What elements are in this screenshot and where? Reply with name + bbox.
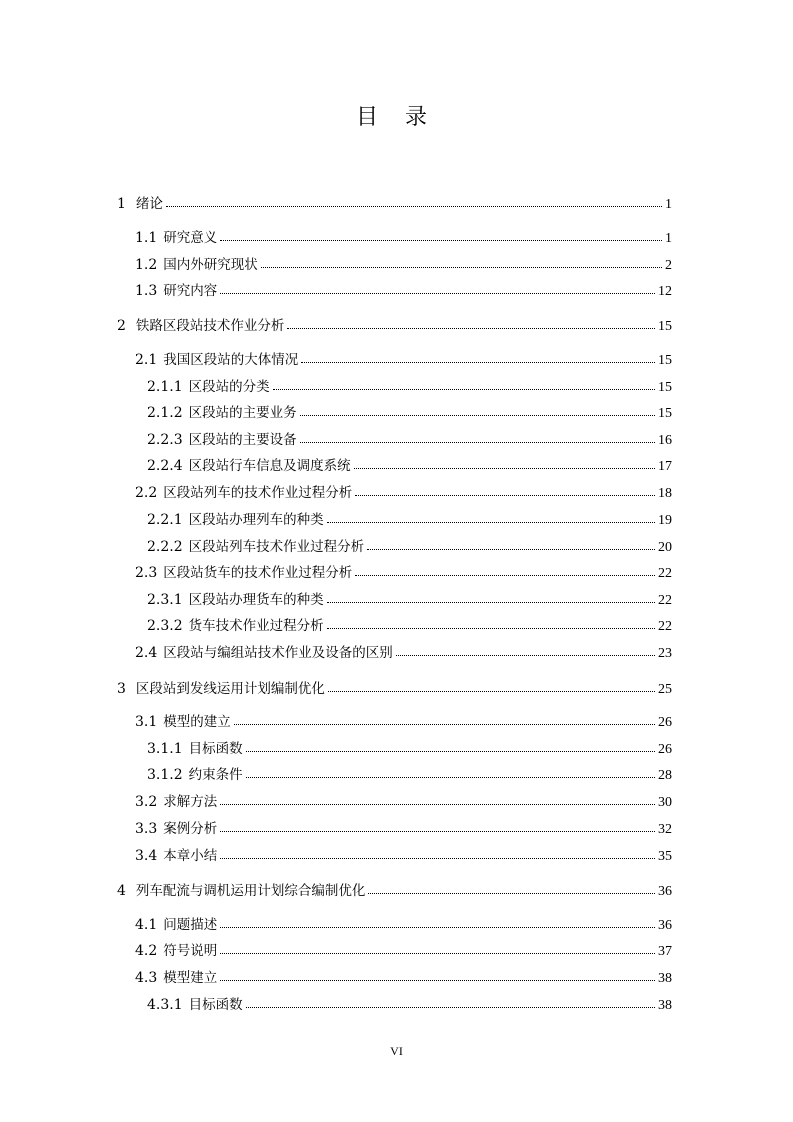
toc-entry-number: 2.2 (135, 485, 158, 501)
toc-entry-number: 2.3 (135, 565, 158, 581)
toc-entry-number: 4.1 (135, 917, 158, 933)
toc-entry-title: 案例分析 (163, 821, 218, 837)
toc-entry-page: 28 (658, 768, 672, 783)
toc-entry[interactable] (135, 282, 672, 301)
toc-dot-leader (355, 494, 655, 496)
toc-entry-title: 符号说明 (163, 943, 218, 959)
toc-entry-number: 2.1.1 (147, 379, 183, 395)
toc-dot-leader (220, 926, 655, 928)
toc-entry-title: 区段站的主要设备 (188, 432, 297, 448)
toc-entry-number: 3.3 (135, 821, 158, 837)
toc-dot-leader (220, 239, 662, 241)
toc-entry[interactable] (117, 317, 672, 336)
toc-dot-leader (220, 979, 655, 981)
toc-dot-leader (246, 750, 655, 752)
toc-entry-title: 货车技术作业过程分析 (188, 618, 324, 634)
toc-entry-number: 2.1.2 (147, 405, 183, 421)
toc-entry-number: 4.3.1 (147, 997, 183, 1013)
toc-entry-page: 18 (658, 486, 672, 501)
toc-entry[interactable] (135, 256, 672, 275)
toc-entry-number: 3.1 (135, 714, 158, 730)
toc-entry-title: 研究意义 (163, 230, 218, 246)
toc-entry-number: 4.3 (135, 970, 158, 986)
toc-entry-number: 2.1 (135, 352, 158, 368)
toc-dot-leader (327, 601, 655, 603)
toc-entry-title: 我国区段站的大体情况 (163, 352, 299, 368)
toc-entry[interactable] (117, 195, 672, 214)
toc-entry-page: 22 (658, 619, 672, 634)
toc-entry[interactable] (135, 820, 672, 839)
toc-entry[interactable] (135, 644, 672, 663)
toc-entry[interactable] (135, 793, 672, 812)
toc-entry-page: 1 (665, 231, 672, 246)
toc-entry[interactable] (147, 766, 672, 785)
toc-dot-leader (327, 521, 655, 523)
toc-entry[interactable] (147, 404, 672, 423)
toc-dot-leader (301, 361, 655, 363)
toc-entry[interactable] (135, 351, 672, 370)
toc-dot-leader (220, 857, 655, 859)
toc-entry-page: 2 (665, 258, 672, 273)
toc-entry-number: 1.1 (135, 230, 158, 246)
toc-entry[interactable] (117, 680, 672, 699)
toc-entry-number: 2.2.1 (147, 512, 183, 528)
toc-entry-number: 4 (117, 883, 126, 899)
toc-dot-leader (300, 441, 655, 443)
toc-entry[interactable] (147, 617, 672, 636)
toc-dot-leader (300, 414, 655, 416)
toc-entry-number: 3 (117, 681, 126, 697)
toc-entry-title: 模型的建立 (163, 714, 231, 730)
toc-entry-title: 绪论 (135, 196, 163, 212)
toc-entry-title: 求解方法 (163, 794, 218, 810)
toc-entry-title: 区段站的分类 (188, 379, 270, 395)
toc-dot-leader (355, 574, 655, 576)
toc-entry-title: 区段站的主要业务 (188, 405, 297, 421)
toc-entry-title: 区段站列车技术作业过程分析 (188, 539, 365, 555)
toc-dot-leader (220, 292, 655, 294)
toc-entry-page: 38 (658, 971, 672, 986)
toc-dot-leader (261, 266, 662, 268)
toc-entry-title: 区段站货车的技术作业过程分析 (163, 565, 353, 581)
toc-entry[interactable] (147, 431, 672, 450)
toc-entry-number: 2.3.2 (147, 618, 183, 634)
toc-entry[interactable] (135, 564, 672, 583)
toc-dot-leader (327, 627, 655, 629)
toc-entry-page: 35 (658, 849, 672, 864)
toc-entry-number: 3.2 (135, 794, 158, 810)
toc-dot-leader (220, 830, 655, 832)
toc-entry-page: 15 (658, 406, 672, 421)
toc-entry[interactable] (135, 916, 672, 935)
toc-entry-title: 区段站列车的技术作业过程分析 (163, 485, 353, 501)
toc-entry-page: 1 (665, 197, 672, 212)
toc-entry-number: 1.3 (135, 283, 158, 299)
toc-dot-leader (220, 803, 655, 805)
toc-entry-title: 模型建立 (163, 970, 218, 986)
toc-dot-leader (287, 327, 655, 329)
toc-entry[interactable] (135, 484, 672, 503)
toc-dot-leader (246, 776, 655, 778)
toc-entry-title: 约束条件 (188, 767, 243, 783)
toc-entry-page: 26 (658, 715, 672, 730)
toc-entry[interactable] (147, 378, 672, 397)
toc-dot-leader (396, 654, 655, 656)
toc-entry-page: 22 (658, 566, 672, 581)
toc-entry[interactable] (135, 713, 672, 732)
toc-entry-page: 38 (658, 998, 672, 1013)
toc-entry-page: 12 (658, 284, 672, 299)
toc-entry-page: 15 (658, 380, 672, 395)
toc-dot-leader (273, 388, 655, 390)
toc-entry[interactable] (147, 996, 672, 1015)
toc-entry[interactable] (147, 591, 672, 610)
toc-entry-page: 16 (658, 433, 672, 448)
toc-entry-title: 问题描述 (163, 917, 218, 933)
toc-entry-page: 15 (658, 319, 672, 334)
toc-entry-page: 20 (658, 540, 672, 555)
toc-entry-page: 22 (658, 593, 672, 608)
toc-entry-number: 2.2.2 (147, 539, 183, 555)
toc-entry-page: 32 (658, 822, 672, 837)
toc-entry-page: 23 (658, 646, 672, 661)
toc-entry-title: 目标函数 (188, 997, 243, 1013)
toc-entry-page: 17 (658, 459, 672, 474)
toc-entry-number: 2.2.4 (147, 458, 183, 474)
toc-entry-number: 2 (117, 318, 126, 334)
toc-entry[interactable] (147, 457, 672, 476)
toc-entry-title: 区段站到发线运用计划编制优化 (135, 681, 325, 697)
page-title: 目 录 (356, 105, 437, 130)
toc-entry-number: 2.2.3 (147, 432, 183, 448)
toc-entry-page: 26 (658, 742, 672, 757)
toc-entry-title: 研究内容 (163, 283, 218, 299)
toc-entry[interactable] (147, 511, 672, 530)
toc-entry[interactable] (147, 740, 672, 759)
toc-entry-number: 1.2 (135, 257, 158, 273)
toc-entry-number: 2.3.1 (147, 592, 183, 608)
toc-entry-page: 30 (658, 795, 672, 810)
toc-dot-leader (166, 205, 662, 207)
toc-entry[interactable] (135, 969, 672, 988)
toc-entry-title: 列车配流与调机运用计划综合编制优化 (135, 883, 366, 899)
toc-dot-leader (367, 548, 655, 550)
toc-dot-leader (220, 952, 655, 954)
toc-entry[interactable] (117, 882, 672, 901)
toc-dot-leader (354, 467, 655, 469)
toc-entry-title: 目标函数 (188, 741, 243, 757)
toc-entry-number: 3.1.1 (147, 741, 183, 757)
toc-entry-number: 2.4 (135, 645, 158, 661)
toc-entry[interactable] (135, 942, 672, 961)
toc-entry-title: 本章小结 (163, 848, 218, 864)
toc-entry-title: 区段站与编组站技术作业及设备的区别 (163, 645, 393, 661)
toc-entry[interactable] (135, 847, 672, 866)
toc-entry-title: 区段站办理货车的种类 (188, 592, 324, 608)
toc-entry-title: 国内外研究现状 (163, 257, 258, 273)
toc-dot-leader (328, 690, 655, 692)
toc-entry-title: 区段站行车信息及调度系统 (188, 458, 351, 474)
toc-entry-number: 3.1.2 (147, 767, 183, 783)
toc-entry-number: 4.2 (135, 943, 158, 959)
toc-dot-leader (234, 723, 655, 725)
toc-entry[interactable] (135, 229, 672, 248)
toc-entry-page: 19 (658, 513, 672, 528)
toc-entry-number: 3.4 (135, 848, 158, 864)
toc-entry-page: 15 (658, 353, 672, 368)
toc-entry-page: 37 (658, 944, 672, 959)
page-number-footer: VI (390, 1044, 403, 1058)
toc-entry[interactable] (147, 538, 672, 557)
toc-dot-leader (246, 1006, 655, 1008)
toc-entry-page: 25 (658, 682, 672, 697)
toc-entry-title: 铁路区段站技术作业分析 (135, 318, 285, 334)
toc-entry-page: 36 (658, 884, 672, 899)
toc-entry-number: 1 (117, 196, 126, 212)
toc-dot-leader (368, 892, 655, 894)
toc-entry-title: 区段站办理列车的种类 (188, 512, 324, 528)
toc-entry-page: 36 (658, 918, 672, 933)
